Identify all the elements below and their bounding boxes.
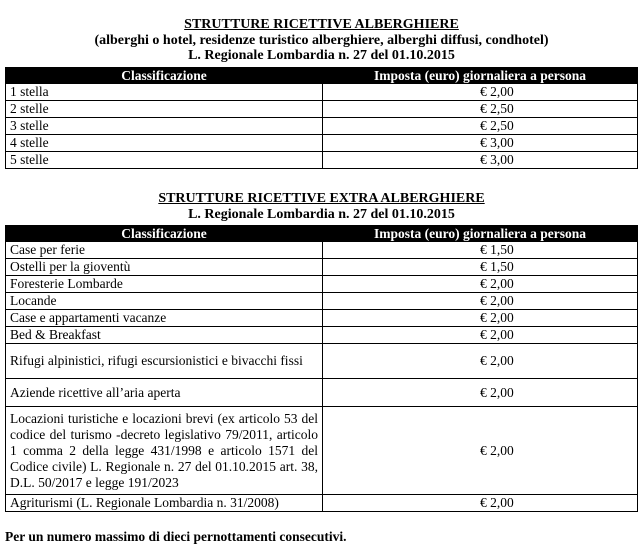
- footnote: Per un numero massimo di dieci pernottamenti consecutivi.: [5, 529, 347, 544]
- header-imposta: Imposta (euro) giornaliera a persona: [323, 68, 638, 84]
- row-value: € 2,00: [480, 353, 514, 368]
- row-label: 2 stelle: [6, 101, 323, 118]
- table-row: [6, 379, 638, 407]
- table-row: [6, 293, 638, 310]
- row-label: 5 stelle: [6, 152, 323, 169]
- row-value: € 2,00: [480, 293, 514, 308]
- table-row: [6, 407, 638, 495]
- row-label: Case per ferie: [6, 242, 323, 259]
- row-label: Aziende ricettive all’aria aperta: [6, 379, 323, 407]
- row-value: € 2,00: [480, 442, 514, 458]
- section1-title: STRUTTURE RICETTIVE ALBERGHIERE: [184, 17, 459, 32]
- row-value: € 2,00: [480, 327, 514, 342]
- table-header-row: [6, 226, 638, 242]
- row-label: Rifugi alpinistici, rifugi escursionistici e bivacchi fissi: [6, 344, 323, 379]
- row-label: Locande: [6, 293, 323, 310]
- table-row: [6, 310, 638, 327]
- section1-subtitle: (alberghi o hotel, residenze turistico alberghiere, alberghi diffusi, condhotel): [94, 33, 549, 48]
- header-classificazione: Classificazione: [6, 226, 323, 242]
- table-row: [6, 84, 638, 101]
- table-row: [6, 259, 638, 276]
- section2-table: [5, 225, 638, 512]
- row-label: Foresterie Lombarde: [6, 276, 323, 293]
- row-value: € 1,50: [480, 259, 514, 274]
- row-label: Agriturismi (L. Regionale Lombardia n. 31/2008): [6, 495, 323, 512]
- section1-table: [5, 67, 638, 169]
- row-value: € 2,00: [480, 310, 514, 325]
- row-value: € 3,00: [480, 135, 514, 150]
- header-classificazione: Classificazione: [6, 68, 323, 84]
- row-label: Bed & Breakfast: [6, 327, 323, 344]
- row-value: € 2,00: [480, 276, 514, 291]
- row-label: 3 stelle: [6, 118, 323, 135]
- row-value: € 1,50: [480, 242, 514, 257]
- row-value: € 3,00: [480, 152, 514, 167]
- row-value: € 2,00: [480, 84, 514, 99]
- table-row: [6, 118, 638, 135]
- table-row: [6, 344, 638, 379]
- row-label: Ostelli per la gioventù: [6, 259, 323, 276]
- row-label: 1 stella: [6, 84, 323, 101]
- table-header-row: [6, 68, 638, 84]
- row-label: Locazioni turistiche e locazioni brevi (ex articolo 53 del codice del turismo -decreto legislativo 79/2011, articolo 1 comma 2 della legge 431/1998 e articolo 1571 del Codice civile) L. Regionale n. 27 del 01.10.2015 art. 38, D.L. 50/2017 e legge 191/2023: [6, 407, 323, 495]
- table-row: [6, 495, 638, 512]
- section1-law: L. Regionale Lombardia n. 27 del 01.10.2015: [188, 48, 455, 63]
- table-row: [6, 276, 638, 293]
- table-row: [6, 101, 638, 118]
- row-label: Case e appartamenti vacanze: [6, 310, 323, 327]
- table-row: [6, 242, 638, 259]
- row-value: € 2,50: [480, 101, 514, 116]
- row-value: € 2,00: [480, 495, 514, 510]
- table-row: [6, 135, 638, 152]
- row-label: 4 stelle: [6, 135, 323, 152]
- table-row: [6, 327, 638, 344]
- row-value: € 2,00: [480, 384, 514, 400]
- section2-law: L. Regionale Lombardia n. 27 del 01.10.2015: [188, 207, 455, 222]
- table-row: [6, 152, 638, 169]
- row-value: € 2,50: [480, 118, 514, 133]
- header-imposta: Imposta (euro) giornaliera a persona: [323, 226, 638, 242]
- section2-title: STRUTTURE RICETTIVE EXTRA ALBERGHIERE: [158, 191, 485, 206]
